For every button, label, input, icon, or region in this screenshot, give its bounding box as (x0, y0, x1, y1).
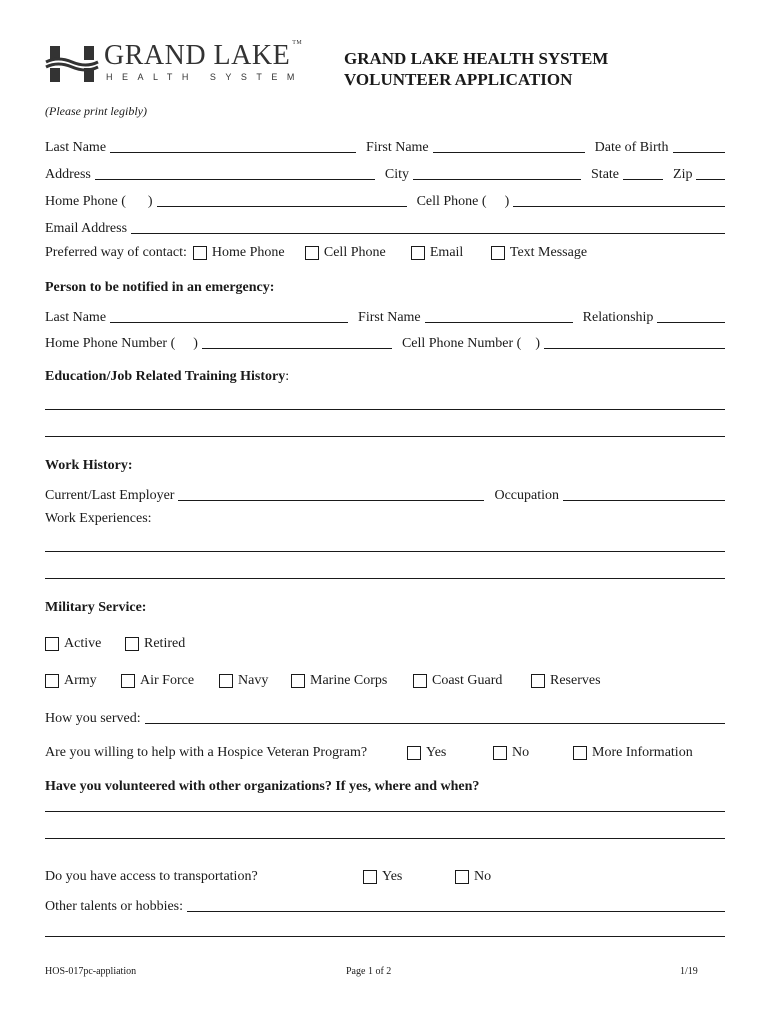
how-served-row: How you served: (45, 707, 725, 727)
talents-line-2[interactable] (45, 936, 725, 937)
checkbox-icon[interactable] (491, 246, 505, 260)
checkbox-icon[interactable] (45, 674, 59, 688)
contact-cell-phone-option[interactable]: Cell Phone (305, 245, 411, 261)
checkbox-icon[interactable] (493, 746, 507, 760)
hospice-row: Are you willing to help with a Hospice Veteran Program? Yes No More Information (45, 745, 693, 760)
branch-coast-guard-option[interactable]: Coast Guard (413, 673, 531, 689)
hospice-yes-option[interactable]: Yes (407, 745, 493, 761)
address-row: Address City State Zip (45, 163, 725, 183)
dob-field[interactable] (673, 138, 725, 153)
checkbox-icon[interactable] (291, 674, 305, 688)
military-heading: Military Service: (45, 600, 147, 615)
work-experiences-line-2[interactable] (45, 578, 725, 579)
other-orgs-line-2[interactable] (45, 838, 725, 839)
branch-air-force-option[interactable]: Air Force (121, 673, 219, 689)
checkbox-icon[interactable] (407, 746, 421, 760)
preferred-contact-row: Preferred way of contact: Home Phone Cell Phone Email Text Message (45, 245, 588, 260)
employer-field[interactable] (178, 486, 484, 501)
form-id: HOS-017pc-appliation (45, 966, 137, 977)
checkbox-icon[interactable] (573, 746, 587, 760)
emergency-last-name-field[interactable] (110, 308, 348, 323)
education-line-2[interactable] (45, 436, 725, 437)
work-experiences-label: Work Experiences: (45, 511, 152, 526)
other-orgs-line-1[interactable] (45, 811, 725, 812)
phone-row: Home Phone ( ) Cell Phone ( ) (45, 190, 725, 210)
occupation-field[interactable] (563, 486, 725, 501)
logo-wordmark: GRAND LAKE ™ (104, 40, 303, 71)
grand-lake-logo-icon (44, 44, 100, 84)
checkbox-icon[interactable] (363, 870, 377, 884)
hospice-more-info-option[interactable]: More Information (573, 745, 693, 761)
hospice-no-option[interactable]: No (493, 745, 573, 761)
checkbox-icon[interactable] (455, 870, 469, 884)
checkbox-icon[interactable] (45, 637, 59, 651)
emergency-phone-row: Home Phone Number ( ) Cell Phone Number ( ) (45, 332, 725, 352)
checkbox-icon[interactable] (413, 674, 427, 688)
talents-field[interactable] (187, 897, 725, 912)
transport-row: Do you have access to transportation? Yes No (45, 869, 492, 884)
checkbox-icon[interactable] (305, 246, 319, 260)
emergency-first-name-field[interactable] (425, 308, 573, 323)
military-status-row (45, 634, 725, 654)
checkbox-icon[interactable] (193, 246, 207, 260)
checkbox-icon[interactable] (219, 674, 233, 688)
branch-reserves-option[interactable]: Reserves (531, 673, 601, 689)
emergency-cell-phone-field[interactable] (544, 334, 725, 349)
branch-marine-corps-option[interactable]: Marine Corps (291, 673, 413, 689)
checkbox-icon[interactable] (121, 674, 135, 688)
contact-text-message-option[interactable]: Text Message (491, 245, 587, 261)
contact-home-phone-option[interactable]: Home Phone (193, 245, 305, 261)
checkbox-icon[interactable] (531, 674, 545, 688)
work-history-heading: Work History: (45, 458, 133, 473)
emergency-name-row: Last Name First Name Relationship (45, 306, 725, 326)
contact-email-option[interactable]: Email (411, 245, 491, 261)
transport-yes-option[interactable]: Yes (363, 869, 455, 885)
page-title: GRAND LAKE HEALTH SYSTEM VOLUNTEER APPLICATION (344, 49, 609, 89)
logo-subtitle: HEALTH SYSTEM (106, 72, 304, 82)
first-name-field[interactable] (433, 138, 585, 153)
revision-date: 1/19 (680, 966, 698, 977)
page-number: Page 1 of 2 (346, 966, 392, 977)
emergency-heading: Person to be notified in an emergency: (45, 280, 275, 295)
other-orgs-heading: Have you volunteered with other organizations? If yes, where and when? (45, 779, 480, 794)
city-field[interactable] (413, 165, 581, 180)
address-field[interactable] (95, 165, 375, 180)
home-phone-field[interactable] (157, 192, 407, 207)
relationship-field[interactable] (657, 308, 725, 323)
emergency-home-phone-field[interactable] (202, 334, 392, 349)
print-note: (Please print legibly) (45, 104, 147, 118)
email-row: Email Address (45, 217, 725, 237)
work-experiences-line-1[interactable] (45, 551, 725, 552)
last-name-field[interactable] (110, 138, 356, 153)
education-line-1[interactable] (45, 409, 725, 410)
checkbox-icon[interactable] (125, 637, 139, 651)
status-retired-option[interactable]: Retired (125, 636, 185, 652)
military-branch-row (45, 671, 725, 691)
checkbox-icon[interactable] (411, 246, 425, 260)
state-field[interactable] (623, 165, 663, 180)
zip-field[interactable] (696, 165, 725, 180)
email-field[interactable] (131, 219, 725, 234)
personal-name-row: Last Name First Name Date of Birth (45, 136, 725, 156)
branch-army-option[interactable]: Army (45, 673, 121, 689)
employer-row: Current/Last Employer Occupation (45, 484, 725, 504)
talents-row: Other talents or hobbies: (45, 895, 725, 915)
status-active-option[interactable]: Active (45, 636, 125, 652)
branch-navy-option[interactable]: Navy (219, 673, 291, 689)
how-served-field[interactable] (145, 709, 725, 724)
cell-phone-field[interactable] (513, 192, 725, 207)
education-heading: Education/Job Related Training History: (45, 369, 290, 384)
transport-no-option[interactable]: No (455, 869, 491, 885)
